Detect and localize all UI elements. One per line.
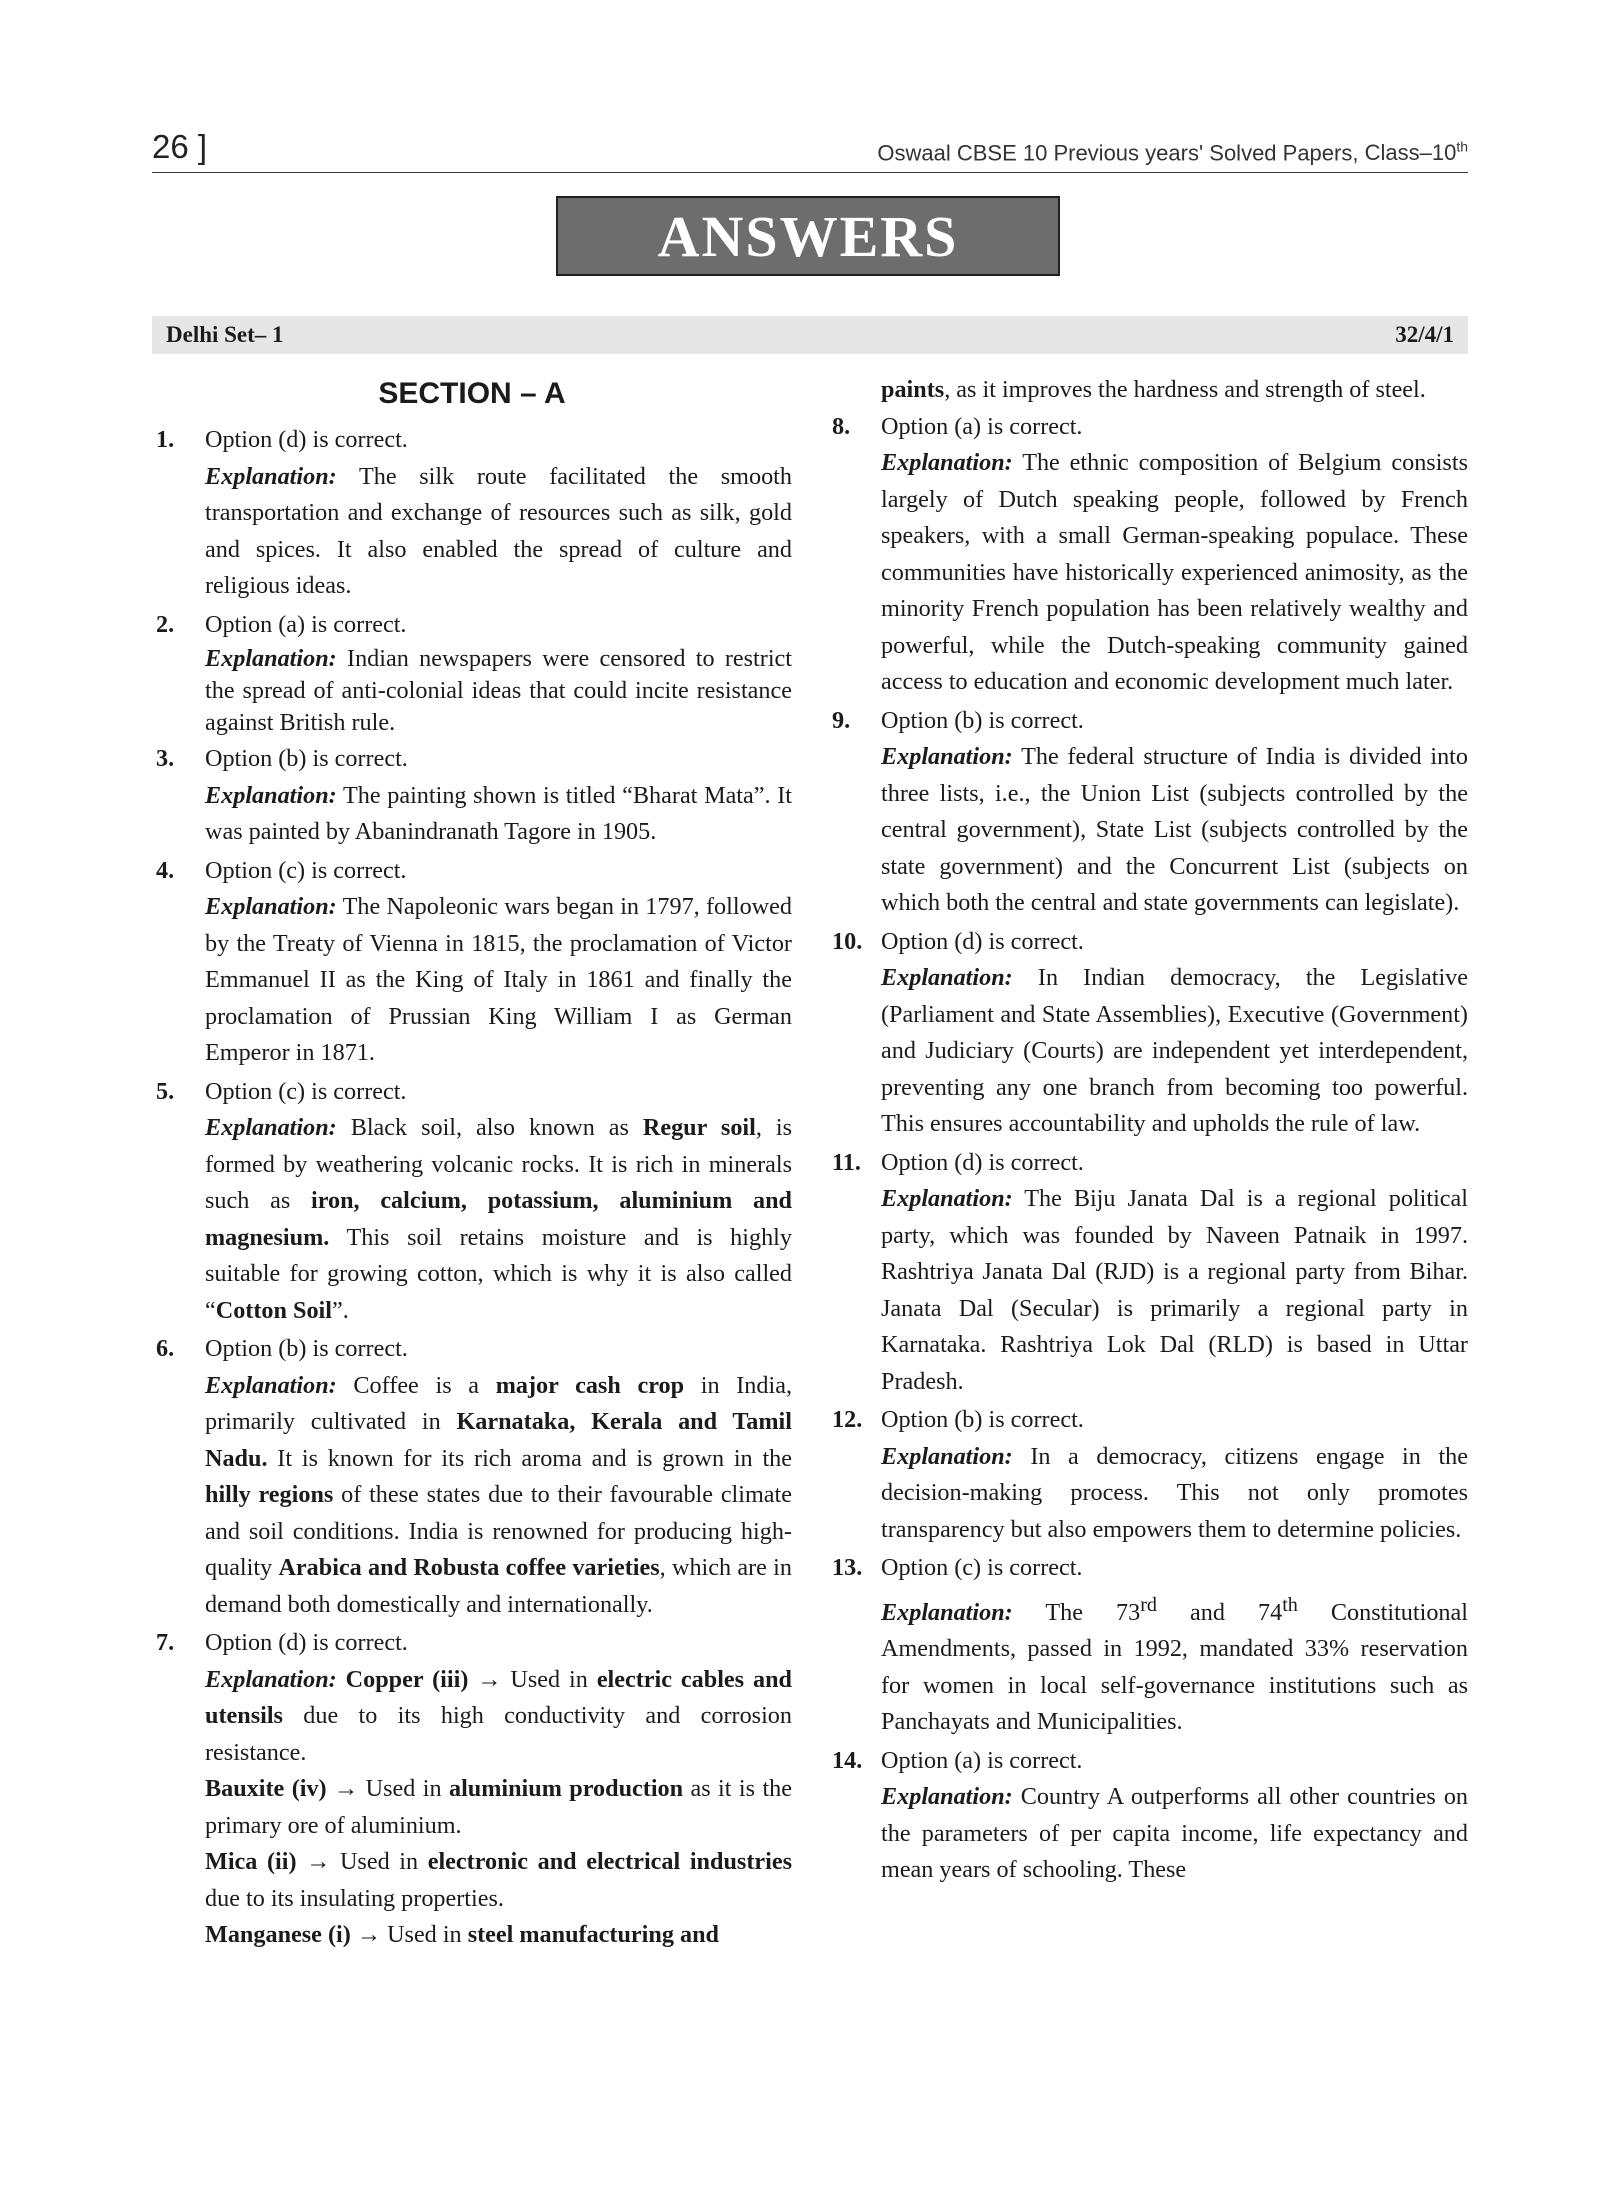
- question-1: [152, 422, 792, 605]
- explanation-label: Explanation:: [205, 645, 337, 672]
- answer-option: Option (c) is correct.: [881, 1554, 1083, 1581]
- bold-term: Arabica and Robusta coffee varieties: [278, 1554, 660, 1581]
- explanation: [205, 1662, 792, 1772]
- mineral-name: Bauxite (iv): [205, 1775, 327, 1802]
- explanation-text: Black soil, also known as: [350, 1114, 643, 1141]
- question-number: 8.: [832, 412, 851, 440]
- explanation-label: Explanation:: [205, 781, 337, 809]
- explanation-text: → Used in: [326, 1775, 449, 1802]
- explanation: [881, 1587, 1468, 1741]
- question-13: [828, 1550, 1468, 1741]
- question-4: [152, 853, 792, 1072]
- answer-option: Option (d) is correct.: [205, 1629, 408, 1656]
- mineral-name: Copper (iii): [345, 1665, 469, 1693]
- explanation-label: Explanation:: [881, 964, 1013, 991]
- explanation-text: in India, primarily cultivated in: [205, 1371, 792, 1435]
- set-code: 32/4/1: [1395, 322, 1454, 347]
- explanation-text: , which are in demand both domestically and internationally.: [205, 1554, 792, 1618]
- question-14: [828, 1743, 1468, 1889]
- explanation-label: Explanation:: [881, 1783, 1013, 1811]
- explanation-text: This soil retains moisture and is highly suitable for growing cotton, which is why it is also called “: [205, 1223, 792, 1324]
- page-header: [152, 126, 1468, 173]
- question-number: 10.: [832, 927, 863, 955]
- explanation-label: Explanation:: [881, 1185, 1013, 1212]
- answer-option: Option (c) is correct.: [205, 856, 407, 884]
- question-number: 4.: [156, 856, 175, 884]
- question-8: [828, 409, 1468, 701]
- explanation: [881, 960, 1468, 1143]
- explanation-text: of these states due to their favourable climate and soil conditions. India is renowned for producing high-quality: [205, 1481, 792, 1581]
- explanation: [205, 1110, 792, 1329]
- explanation-text: In Indian democracy, the Legislative (Parliament and State Assemblies), Executive (Government) and Judiciary (Courts) are independent yet interdependent, preventing any one branch from becoming too powerful. This ensures accountability and upholds the rule of law.: [881, 964, 1468, 1137]
- question-number: 14.: [832, 1746, 863, 1774]
- answer-option: Option (d) is correct.: [881, 1148, 1084, 1176]
- bold-term: iron, calcium, potassium, aluminium and magnesium.: [205, 1187, 792, 1251]
- question-7: [152, 1625, 792, 1954]
- explanation: [881, 1779, 1468, 1889]
- answer-option: Option (b) is correct.: [205, 1335, 408, 1362]
- set-bar: [152, 316, 1468, 354]
- explanation-line: [205, 1844, 792, 1917]
- explanation-text: Constitutional Amendments, passed in 1992, mandated 33% reservation for women in local self-governance institutions such as Panchayats and Municipalities.: [881, 1598, 1468, 1736]
- ordinal-suffix: th: [1282, 1593, 1298, 1616]
- explanation-text: In a democracy, citizens engage in the decision-making process. This not only promotes transparency but also empowers them to determine policies.: [881, 1442, 1468, 1543]
- explanation-text: as it is the primary ore of aluminium.: [205, 1775, 792, 1839]
- explanation-label: Explanation:: [205, 1114, 337, 1141]
- answer-option: Option (a) is correct.: [205, 610, 407, 638]
- book-title-text: Oswaal CBSE 10 Previous years' Solved Papers,: [877, 140, 1359, 165]
- explanation-text: Country A outperforms all other countries on the parameters of per capita income, life expectancy and mean years of schooling. These: [881, 1783, 1469, 1884]
- explanation-label: Explanation:: [205, 1665, 337, 1693]
- explanation: [881, 1439, 1468, 1549]
- bold-term: paints: [881, 376, 945, 403]
- answer-option: Option (c) is correct.: [205, 1077, 407, 1105]
- answer-option: Option (a) is correct.: [881, 1746, 1083, 1774]
- explanation-text: , is formed by weathering volcanic rocks. It is rich in minerals such as: [205, 1114, 793, 1214]
- bold-term: aluminium production: [448, 1775, 684, 1802]
- explanation: [205, 889, 792, 1072]
- explanation-text: The Biju Janata Dal is a regional political party, which was founded by Naveen Patnaik in 1997. Rashtriya Janata Dal (RJD) is a regional party from Bihar. Janata Dal (Secular) is primarily a regional party in Karnataka. Rashtriya Lok Dal (RLD) is based in Uttar Pradesh.: [881, 1185, 1468, 1395]
- answer-option: Option (d) is correct.: [881, 927, 1084, 955]
- explanation-label: Explanation:: [205, 893, 337, 920]
- bold-term: Regur soil: [642, 1114, 756, 1141]
- question-6: [152, 1331, 792, 1623]
- question-5: [152, 1074, 792, 1330]
- answers-title: ANSWERS: [657, 203, 959, 269]
- bold-term: Karnataka, Kerala and Tamil Nadu.: [205, 1408, 792, 1472]
- bold-term: major cash crop: [495, 1371, 685, 1399]
- explanation-text: The Napoleonic wars began in 1797, followed by the Treaty of Vienna in 1815, the proclamation of Victor Emmanuel II as the King of Italy in 1861 and finally the proclamation of Prussian King William I as German Emperor in 1871.: [205, 893, 792, 1066]
- question-number: 5.: [156, 1077, 175, 1105]
- bold-term: Cotton Soil: [215, 1296, 332, 1324]
- explanation-text: due to its insulating properties.: [205, 1884, 504, 1912]
- explanation-text: → Used in: [296, 1848, 428, 1875]
- explanation-label: Explanation:: [205, 462, 337, 490]
- book-title: [877, 139, 1468, 166]
- mineral-name: Mica (ii): [205, 1848, 297, 1875]
- mineral-name: Manganese (i): [205, 1921, 351, 1948]
- question-2: [152, 607, 792, 740]
- explanation-text: The federal structure of India is divided into three lists, i.e., the Union List (subjects controlled by the central government), State List (subjects controlled by the state government) and the Concurrent List (subjects on which both the central and state governments can legislate).: [881, 743, 1468, 916]
- question-7-continuation: [828, 372, 1468, 409]
- explanation-text: The painting shown is titled “Bharat Mata”. It was painted by Abanindranath Tagore in 1905.: [205, 781, 792, 845]
- explanation: [881, 445, 1468, 701]
- question-12: [828, 1402, 1468, 1548]
- explanation: [205, 1368, 792, 1624]
- question-number: 13.: [832, 1554, 863, 1581]
- explanation: [205, 459, 792, 605]
- question-10: [828, 924, 1468, 1143]
- explanation: [881, 739, 1468, 922]
- bold-term: steel manufacturing and: [467, 1921, 719, 1948]
- explanation-text: It is known for its rich aroma and is grown in the: [267, 1444, 792, 1472]
- explanation-text: Coffee is a: [353, 1371, 496, 1399]
- book-class: [1365, 140, 1468, 165]
- question-number: 12.: [832, 1406, 863, 1433]
- question-number: 2.: [156, 610, 175, 638]
- explanation-label: Explanation:: [881, 743, 1013, 770]
- answer-option: Option (b) is correct.: [881, 1406, 1084, 1433]
- explanation-text: → Used in: [468, 1665, 597, 1693]
- right-column: [828, 372, 1468, 1891]
- explanation-text: ”.: [332, 1296, 349, 1324]
- explanation: [205, 778, 792, 851]
- explanation-text: and 74: [1156, 1598, 1283, 1626]
- explanation-line: [205, 1771, 792, 1844]
- explanation-label: Explanation:: [881, 449, 1013, 476]
- explanation-text: due to its high conductivity and corrosion resistance.: [205, 1702, 792, 1766]
- question-3: [152, 741, 792, 851]
- question-number: 7.: [156, 1629, 175, 1656]
- question-9: [828, 703, 1468, 922]
- explanation-label: Explanation:: [205, 1371, 337, 1399]
- explanation-text: Indian newspapers were censored to restrict the spread of anti-colonial ideas that could incite resistance against British rule.: [205, 645, 793, 736]
- question-11: [828, 1145, 1468, 1401]
- answer-option: Option (b) is correct.: [881, 706, 1084, 734]
- bold-term: electronic and electrical industries: [427, 1848, 792, 1875]
- answer-option: Option (b) is correct.: [205, 745, 408, 772]
- answer-option: Option (a) is correct.: [881, 412, 1083, 440]
- question-number: 11.: [832, 1148, 861, 1176]
- explanation: [881, 1181, 1468, 1400]
- ordinal-suffix: rd: [1140, 1593, 1157, 1616]
- bold-term: hilly regions: [205, 1481, 334, 1508]
- page-number: 26 ]: [152, 128, 208, 165]
- explanation-text: The silk route facilitated the smooth transportation and exchange of resources such as silk, gold and spices. It also enabled the spread of culture and religious ideas.: [205, 462, 792, 599]
- answers-banner: [556, 196, 1060, 276]
- explanation-text: The ethnic composition of Belgium consists largely of Dutch speaking people, followed by French speakers, with a small German-speaking populace. These communities have historically experienced animosity, as the minority French population has been relatively wealthy and powerful, while the Dutch-speaking community gained access to education and economic development much later.: [881, 449, 1468, 695]
- question-number: 1.: [156, 426, 175, 453]
- explanation-line: [205, 1917, 792, 1954]
- explanation-text: , as it improves the hardness and strength of steel.: [944, 376, 1426, 403]
- explanation-text: The 73: [1045, 1598, 1141, 1626]
- explanation-label: Explanation:: [881, 1598, 1013, 1626]
- book-class-text: Class–10: [1364, 140, 1457, 165]
- explanation-text: → Used in: [350, 1921, 468, 1948]
- question-number: 3.: [156, 745, 175, 772]
- section-title: SECTION – A: [378, 377, 566, 410]
- set-name: Delhi Set– 1: [166, 322, 284, 347]
- explanation-label: Explanation:: [881, 1442, 1013, 1470]
- explanation: [205, 643, 792, 739]
- left-column: [152, 374, 792, 1956]
- answer-option: Option (d) is correct.: [205, 426, 408, 453]
- book-class-sup: th: [1456, 138, 1468, 155]
- bold-term: electric cables and utensils: [205, 1665, 792, 1729]
- question-number: 9.: [832, 706, 851, 734]
- question-number: 6.: [156, 1335, 175, 1362]
